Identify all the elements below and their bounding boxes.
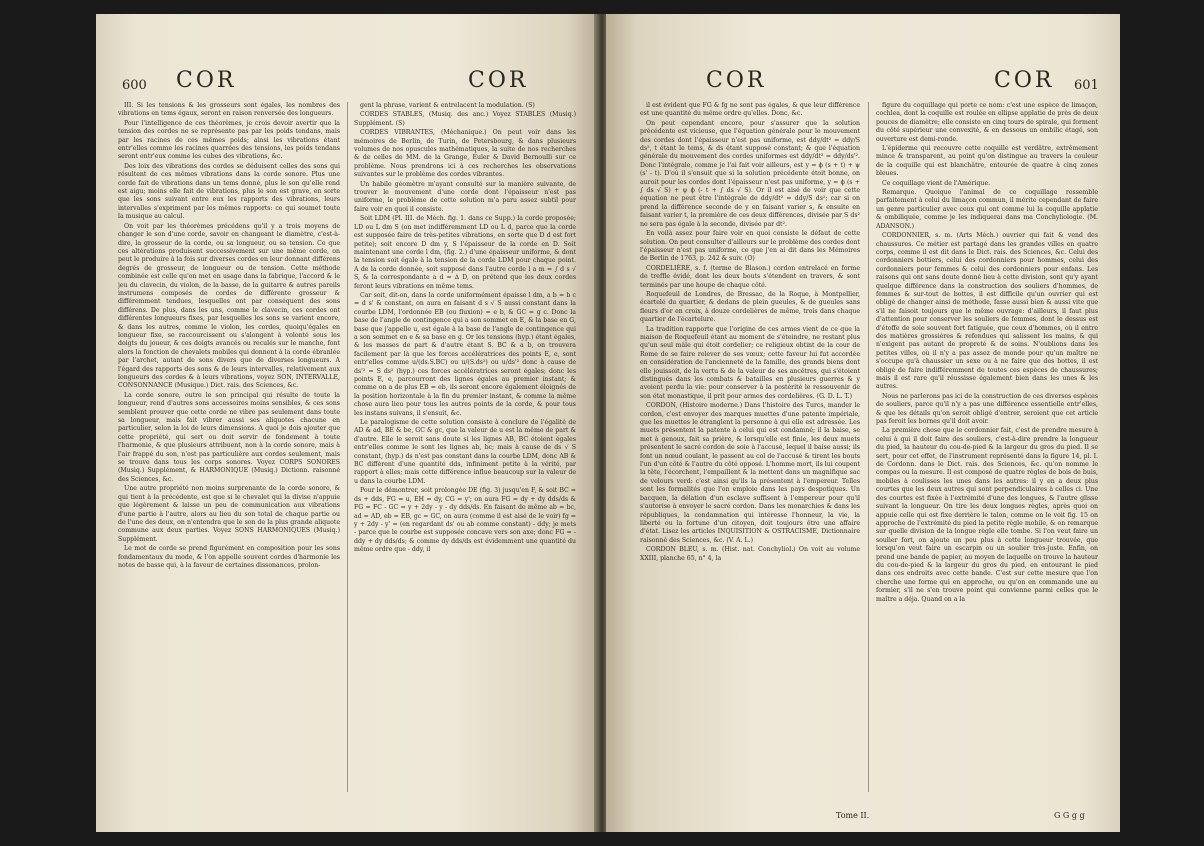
- left-column-1: [118, 102, 340, 796]
- paragraph: Une autre propriété non moins surprenante de la corde sonore, & qui tient à la précédente, est que si le chevalet qui la divise n'appuie que légèrement & laisse un peu de communication aux vibrations d'une partie à l'autre, alors au lieu du son total de chaque partie ou de l'une des deux, on n'entendra que le son de la plus grande aliquote commune aux deux parties. Voyez SONS HARMONIQUES (Musiq.) Supplément.: [118, 485, 340, 543]
- paragraph: Pour le démontrer, soit prolongée DE (fig. 3) jusqu'en F, & soit BC = ds + dds, FG = u, EH = dy, CG = y'; on aura FG = dy + dy dds/ds & FG = FC - GC = y + 2dy - y - dy dds/ds. En faisant de même ab = bc, ad = AD, eb = EB, gc = GC, on aura (comme il est aisé de le voir) fg = y + 2dy - y' = (en regardant ds' ou ab comme constant) - ddy; je mets - parce que le courbe est supposée concave vers son axe; donc FG = - ddy + dy dds/ds; & comme dy dds/ds est évidemment une quantité du même ordre que - ddy, il: [354, 487, 576, 554]
- paragraph: On peut cependant encore, pour s'assurer que la solution précédente est vicieuse, que l'équation générale pour le mouvement des cordes dont l'épaisseur n'est pas uniforme, est ddy/dt² = ddy/S ds², t étant le tems, & ds étant supposé constant; & que l'équation générale du mouvement des cordes uniformes est ddy/dt² = ddy/ds'². Donc l'intégrale, comme je l'ai fait voir ailleurs, est y = ϕ (s + t) + ψ (s' - t). D'où il s'ensuit que si la solution précédente étoit bonne, on auroit pour les cordes dont l'épaisseur n'est pas uniforme, y = ϕ (s + ∫ ds √ S) + ψ ϕ (- t + ∫ ds √ S). Or il est aisé de voir que cette équation ne peut être l'intégrale de ddy/dt² = ddy/S ds²; car si on prend la différence seconde de y en faisant varier s, & ensuite en faisant varier t, la première de ces deux différences, divisée par S ds² ne sera pas égale à la seconde, divisée par dt².: [640, 119, 860, 228]
- page-number: 601: [1074, 78, 1099, 93]
- right-column-1: [640, 102, 860, 796]
- paragraph: Remarque. Quoique l'animal de ce coquillage ressemble parfaitement à celui du limaçon commun, il mérite cependant de faire un genre particulier avec ceux qui ont comme lui la coquille applatie & ombiliquée, comme je les indiquerai dans ma Conchyliologie. (M. ADANSON.): [876, 189, 1098, 230]
- paragraph: Pour l'intelligence de ces théorèmes, je crois devoir avertir que la tension des cordes ne se représente pas par les poids tendans, mais par les racines de ces mêmes poids; ainsi les vibrations étant entr'elles comme les racines quarrées des tensions, les poids tendans seront entr'eux comme les cubes des vibrations, &c.: [118, 119, 340, 161]
- left-page-header: [96, 64, 598, 104]
- paragraph: En voilà assez pour faire voir en quoi consiste le défaut de cette solution. On peut consulter d'ailleurs sur le problème des cordes dont l'épaisseur n'est pas uniforme, ce que j'en ai dit dans les Mémoires de Berlin de 1763, p. 242 & suiv. (O): [640, 230, 860, 263]
- paragraph: Des loix des vibrations des cordes se déduisent celles des sons qui résultent de ces mêmes vibrations dans la corde sonore. Plus une corde fait de vibrations dans un tems donné, plus le son qu'elle rend est aigu; moins elle fait de vibrations, plus le son est grave, en sorte que les sons suivant entre eux les rapports des vibrations, leurs intervalles s'expriment par les mêmes rapports: ce qui soumet toute la musique au calcul.: [118, 162, 340, 221]
- paragraph: Un habile géomètre m'ayant consulté sur la manière suivante, de trouver le mouvement d'une corde dont l'épaisseur n'est pas uniforme, le problème de cette solution m'a paru assez subtil pour faire voir en quoi il consiste.: [354, 180, 576, 213]
- paragraph: CORDES STABLES, (Musiq. des anc.) Voyez STABLES (Musiq.) Supplément. (S): [354, 111, 576, 127]
- right-page-body: [640, 102, 1100, 796]
- running-head-left: COR: [176, 68, 237, 93]
- page-number: 600: [122, 78, 147, 93]
- left-column-2: [354, 102, 576, 796]
- paragraph: Car soit, dit-on, dans la corde uniformément épaisse l dm, a b = b c = d s' & constant, on aura en faisant d s √ S aussi constant dans la courbe LDM, l'ordonnée EB (ou fluxion) = e b, & GC = g c. Donc la base de l'angle de contingence qui a son sommet en E, & la base en G, base que j'appelle u, est égale à la base de l'angle de contingence qui a son sommet en e & sa base en g. Or les tensions (hyp.) étant égales, & les masses de part & d'autre étant S. BC & a b, on trouvera facilement par là que les forces accélératrices des points E, e, sont entr'elles comme u/(ds.S.BC) ou u/(S.ds²) ou u/ds'² donc à cause de ds'² = S ds² (hyp.) ces forces accélératrices seront égales; donc les points E, e, parcourront des lignes égales au premier instant; & comme on a de plus EB = eb, ils seront encore également éloignés de la position horizontale à la fin du premier instant, & comme la même chose aura lieu pour tous les autres points de la corde, & pour tous les instans suivans, il s'ensuit, &c.: [354, 291, 576, 417]
- paragraph: il est évident que FG & fg ne sont pas égales, & que leur différence est une quantité du même ordre qu'elles. Donc, &c.: [640, 102, 860, 118]
- right-page: [606, 14, 1120, 832]
- paragraph: figure du coquillage qui porte ce nom: c'est une espèce de limaçon, cochlea, dont la coquille est roulée en ellipse applatie de près de deux pouces de diamètre; elle consiste en cinq tours de spirale, qui forment du côté supérieur une convexité, & en dessous un ombilic étagé, son ouverture est demi-ronde.: [876, 102, 1098, 143]
- running-head-left: COR: [706, 68, 767, 93]
- paragraph: Ce coquillage vient de l'Amérique.: [882, 179, 991, 187]
- paragraph: On voit par les théorèmes précédens qu'il y a trois moyens de changer le son d'une corde, savoir en changeant le diamètre, c'est-à-dire, la grosseur de la corde, ou sa longueur, ou sa tension. Ce que ces altérations produisent successivement sur une même corde, on peut le produire à la fois sur diverses cordes en leur donnant différens degrés de grosseur, de longueur ou de tension. Cette méthode combinée est celle qu'on met en usage dans la fabrique, l'accord & le jeu du clavecin, du violon, de la basse, de la guitarre & autres pareils instrumens composés de cordes de différente grosseur & différemment tendues, lesquelles ont par conséquent des sons différens. De plus, dans les uns, comme le clavecin, ces cordes ont différentes longueurs fixes, par lesquelles les sons se varient encore, & dans les autres, comme le violon, les cordes, quoiqu'égales en longueur fixe, se raccourcissent ou s'alongent à volonté sous les doigts du joueur, & ces doigts avancés ou reculés sur le manche, font alors la fonction de chevalets mobiles qui donnent à la corde ébranlée par l'archet, autant de sons divers que de diverses longueurs. A l'égard des rapports des sons & de leurs intervalles, relativement aux longueurs des cordes & à leurs vibrations, voyez SON, INTERVALLE, CONSONNANCE (Musique.) Dict. rais. des Sciences, &c.: [118, 222, 340, 390]
- paragraph: L'épiderme qui recouvre cette coquille est verdâtre, extrêmement mince & transparent, au point qu'on distingue au travers la couleur de la coquille qui est blanchâtre, entourée de quatre à cinq zones bleues.: [876, 145, 1098, 178]
- running-head-right: COR: [994, 68, 1055, 93]
- paragraph: III. Si les tensions & les grosseurs sont égales, les nombres des vibrations en tems égaux, seront en raison renversée des longueurs.: [118, 102, 340, 118]
- paragraph: CORDELIÈRE, s. f. (terme de Blason.) cordon entrelacé en forme de treffle évidé, dont les deux bouts s'étendent en travers, & sont terminés par une houpe de chaque côté.: [640, 264, 860, 289]
- column-rule: [347, 102, 348, 792]
- volume-footer: Tome II.: [836, 811, 870, 820]
- paragraph: Roquefeuil de Londres, de Bressac, de la Roque, à Montpellier, écartelé du quartier, & dedans de plein gueules, & de gueules sans fleurs d'or en croix, à douze cordelières de même, trois dans chaque quartier de l'écartelure.: [640, 290, 860, 324]
- paragraph: La corde sonore, outre le son principal qui résulte de toute la longueur, rend d'autres sons accessoires moins sensibles, & ces sons semblent prouver que cette corde ne vibre pas seulement dans toute sa longueur, mais fait vibrer aussi ses aliquotes chacune en particulier, selon la loi de leurs dimensions. A quoi je dois ajouter que cette propriété, qui sert ou doit servir de fondement à toute l'harmonie, & que plusieurs attribuent, non à la corde sonore, mais à l'air frappé du son, n'est pas particulière aux cordes seulement, mais se trouve dans tous les corps sonores. Voyez CORPS SONORES (Musiq.) Supplément, & HARMONIQUE (Musiq.) Dictionn. raisonné des Sciences, &c.: [118, 391, 340, 483]
- paragraph: La première chose que le cordonnier fait, c'est de prendre mesure à celui à qui il doit faire des souliers, c'est-à-dire prendre la longueur du pied, la hauteur du cou-de-pied & la largeur du gros du pied. Il se sert, pour cet effet, de l'instrument représenté dans la figure 14, pl. I. de Cordonn. dans le Dict. rais. des Sciences, &c. qu'on nomme le compas ou la mesure. Il est composé de quatre règles de bois de buis, mobiles à coulisses les unes dans les autres: il y en a deux plus courtes que les deux autres qui sont perpendiculaires à celles ci. Une des courtes est fixée à l'extrémité d'une des longues, & l'autre glisse suivant la longueur. On tire les deux longues règles, après quoi on appuie celle qui est fixe derrière le talon, comme on le voit fig. 15 on approche de l'extrémité du pied la petite règle mobile, & on remarque sur quelle division de la longue règle elle tombe. Si l'on veut faire un soulier fort, on ajoute un peu plus à cette longueur trouvée, que lorsqu'on veut faire un escarpin ou un soulier très-juste. Enfin, on prend une bande de papier, au moyen de laquelle on trouve la hauteur du cou-de-pied & la largeur du gros du pied, en entourant le pied dans ces endroits avec cette bande. C'est sur cette mesure que l'on cherche une forme qui en approche, ou qu'on en commande une au formier, s'il ne s'en trouve point qui convienne parmi celles que le maître a déja. Quand on a la: [876, 427, 1098, 603]
- paragraph: Le mot de corde se prend figurément en composition pour les sons fondamentaux du mode, & l'on appelle souvent cordes d'harmonie les notes de basse qui, à la faveur de certaines dissonances, prolon-: [118, 545, 340, 569]
- paragraph: Nous ne parlerons pas ici de la construction de ces diverses espèces de souliers, parce qu'il n'y a pas une différence essentielle entr'elles, & que les détails qu'on seroit obligé d'entrer, seroient que cet article pas feroit les bornes qu'il doit avoir.: [876, 392, 1098, 426]
- right-column-2: [876, 102, 1098, 796]
- paragraph: CORDON, (Histoire moderne.) Dans l'histoire des Turcs, mander le cordon, c'est envoyer des marques muettes d'une patente impériale, que les muettes le étranglent la personne à qui elle est adressée. Les muets présentent la patente à celui qui est condamné; il la baise, se met à genoux, fait sa prière, & lorsqu'elle est finie, les deux muets présentent le sacré cordon de soie à l'accusé, lequel il baise aussi; ils font un nœud coulant, le passent au col de l'accusé & tirent les bouts l'un d'un côté & l'autre du côté opposé. L'homme mort, ils lui coupent la tête, l'écorchent, l'empaillent & la mettent dans un magnifique sac de velours verd: c'est ainsi qu'ils la présentent à l'empereur. Telles sont les formalités que l'on emploie dans les pays despotiques. Un bacquen, la délation d'un esclave suffisent à l'empereur pour qu'il s'autorise à envoyer le sacré cordon. Dans les monarchies & dans les républiques, la condamnation qui intéresse l'honneur, la vie, la liberté ou la fortune d'un citoyen, doit toujours être une affaire d'état. Lisez les articles INQUISITION & OSTRACISME, Dictionnaire raisonné des Sciences, &c. (V. A. L.): [640, 402, 860, 544]
- paragraph: Soit LDM (Pl. III. de Méch. fig. 1. dans ce Supp.) la corde proposée; LD ou L dm S (on met indifféremment LD ou L d, parce que la corde est supposée faire de très-petites vibrations, en sorte que D d est fort petite); soit encore D dm y, S l'épaisseur de la corde en D. Soit maintenant une corde l dm, (fig. 2.) d'une épaisseur uniforme, & dont la tension soit égale à la tension de la corde LDM pour chaque point. A de la corde donnée, soit supposé dans l'autre corde l a m = ∫ d s √ S, & la correspondante a d = ∆ D, on prétend que les deux cordes feront leurs vibrations en même tems.: [354, 215, 576, 290]
- book-spread: [96, 14, 1120, 832]
- left-page-body: [118, 102, 580, 796]
- running-head-right: COR: [468, 68, 529, 93]
- column-rule: [868, 102, 869, 792]
- paragraph: CORDON BLEU, s. m. (Hist. nat. Conchyliol.) On voit au volume XXIII, planche 65, n° 4, la: [640, 546, 860, 562]
- paragraph: CORDONNIER, s. m. (Arts Méch.) ouvrier qui fait & vend des chaussures. Ce métier est partagé dans les grandes villes en quatre corps, comme il est dit dans le Dict. rais. des Sciences, &c. Celui des cordonniers bottiers, celui des cordonniers pour hommes, celui des cordonniers pour femmes & celui des cordonniers pour enfans. Les raisons qui ont sans doute donné lieu à cette division, sont qu'y ayant quelque différence dans la construction des souliers d'hommes, de femmes & sur-tout de bottes, il est difficile qu'un ouvrier qui est obligé de changer ainsi de méthode, fasse aussi bien & aussi vite que s'il ne faisoit toujours que le même ouvrage: d'ailleurs, il faut plus d'attention pour conserver les souliers de femmes, dont le dessus est d'étoffe de soie souvent fort fatiguée, que ceux d'hommes, où il entre des matières grossières & refendues qui salissent les mains, & qui n'exigent pas autant de propreté & de soins. N'oublions dans les petites villes, où il n'y a pas assez de monde pour qu'un maître ne s'occupe qu'à chaussier un sexe ou à ne faire que des bottes, il est obligé de faire indifféremment de toutes ces espèces de chaussures; mais il est rare qu'il réussisse également bien dans les unes & les autres.: [876, 232, 1098, 391]
- paragraph: gent la phrase, varient & entrelacent la modulation. (S): [360, 102, 535, 109]
- signature-mark: G G g g: [1054, 811, 1085, 820]
- left-page: [96, 14, 598, 832]
- paragraph: CORDES VIBRANTES, (Méchanique.) On peut voir dans les mémoires de Berlin, de Turin, de Petersbourg, & dans plusieurs volumes de nos opuscules mathématiques, la suite de nos recherches & de celles de MM. de la Grange, Euler & David Bernoulli sur ce problème. Nous prendrons ici à ces recherches les observations suivantes sur le problème des cordes vibrantes.: [354, 129, 576, 179]
- right-page-header: [606, 64, 1120, 104]
- paragraph: La tradition rapporte que l'origine de ces armes vient de ce que la maison de Roquefeuil étant au moment de s'éteindre, ne restant plus qu'un seul mâle qui étoit cordelier; ce religieux obtint de la cour de Rome de se faire relever de ses vœux; cette faveur lui fut accordée en considération de l'ancienneté de la famille, des grands biens dont elle jouissoit, de la vertu & de la valeur de ses ancêtres, qui s'étoient distingués dans les combats & batailles en plusieurs guerres & y avoient perdu la vie: pour conserver à la postérité le ressouvenir de son état monastique, il prit pour armes des cordelières. (G. D. L. T.): [640, 325, 860, 400]
- paragraph: Le paralogisme de cette solution consiste à conclure de l'égalité de AD & ad, BE & be, GC & gc, que la valeur de u est la même de part & d'autre. Elle le seroit sans doute si les lignes AB, BC étoient égales entr'elles comme le sont les lignes ab, bc; mais à cause de ds √ S constant, (hyp.) ds n'est pas constant dans la courbe LDM, donc AB & BC diffèrent d'une quantité dds, infiniment petite à la vérité, par rapport à elles; mais cette différence influe beaucoup sur la valeur de u dans la courbe LDM.: [354, 419, 576, 485]
